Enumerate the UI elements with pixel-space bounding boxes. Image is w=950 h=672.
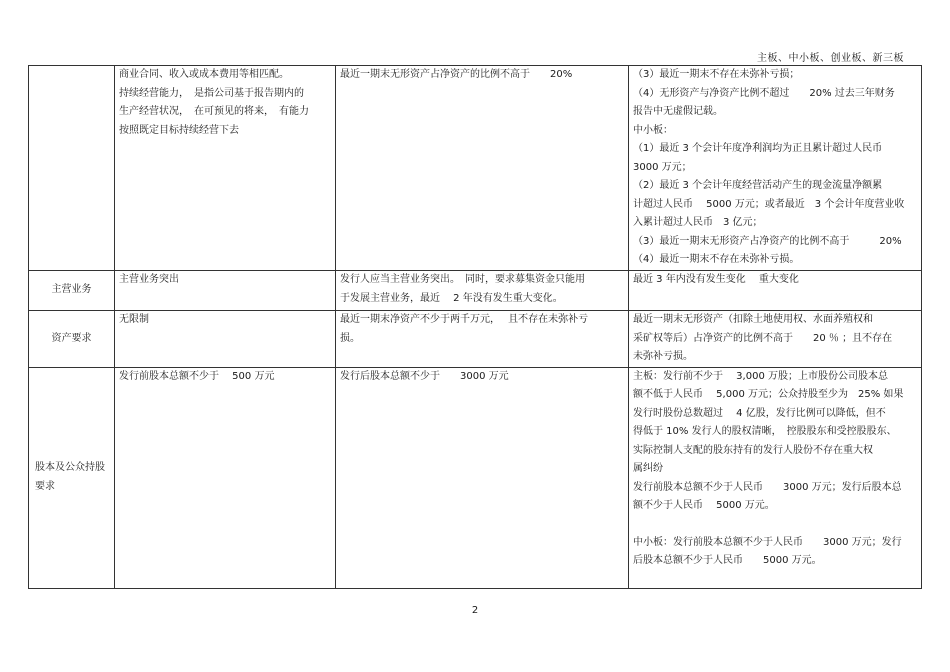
cell-text-line: 损。 — [340, 332, 360, 344]
cell-text-line: 最近一期末无形资产（扣除土地使用权、水面养殖权和 — [633, 314, 873, 325]
row-category-label: 资产要求 — [29, 311, 115, 368]
cell-text-line: 最近一期末净资产不少于两千万元， 且不存在未弥补亏 — [340, 314, 589, 325]
cell-col-3 — [629, 66, 922, 271]
cell-col-3 — [629, 271, 922, 311]
cell-text-line: 于发展主营业务，最近 2 年没有发生重大变化。 — [340, 292, 563, 304]
row-category-label: 股本及公众持股要求 — [29, 367, 115, 588]
cell-text-line: 主板：发行前不少于 3,000 万股；上市股份公司股本总 — [633, 370, 888, 382]
cell-text-line: 生产经营状况， 在可预见的将来， 有能力 — [119, 106, 309, 117]
cell-text-line: 发行前股本总额不少于人民币 3000 万元；发行后股本总 — [633, 481, 902, 493]
cell-text-line: 商业合同、收入或成本费用等相匹配。 — [119, 69, 289, 80]
cell-text-line: （4）最近一期末不存在未弥补亏损。 — [633, 254, 800, 265]
cell-text-line: 中小板：发行前股本总额不少于人民币 3000 万元；发行 — [633, 536, 902, 548]
cell-text-line: 发行时股份总数超过 4 亿股，发行比例可以降低，但不 — [633, 407, 886, 419]
cell-text-line — [633, 516, 917, 534]
cell-text-line: 得低于 10% 发行人的股权清晰， 控股股东和受控股股东、 — [633, 426, 897, 437]
cell-col-1 — [115, 311, 336, 368]
page-header: 主板、中小板、创业板、新三板 — [757, 53, 904, 64]
cell-text-line: （1）最近 3 个会计年度净利润均为正且累计超过人民币 — [633, 143, 883, 154]
table-row — [29, 66, 922, 271]
cell-text-line: （3）最近一期末无形资产占净资产的比例不高于 20% — [633, 235, 902, 247]
cell-text-line: 持续经营能力， 是指公司基于报告期内的 — [119, 87, 304, 99]
cell-col-2 — [336, 66, 629, 271]
cell-text-line: 未弥补亏损。 — [633, 351, 693, 362]
cell-text-line: 报告中无虚假记载。 — [633, 106, 723, 117]
table-row — [29, 367, 922, 588]
table-row — [29, 311, 922, 368]
cell-text-line: （3）最近一期末不存在未弥补亏损； — [633, 69, 800, 80]
cell-text-line: 无限制 — [119, 314, 149, 325]
listing-requirements-table — [28, 65, 922, 589]
cell-text-line: 额不低于人民币 5,000 万元；公众持股至少为 25% 如果 — [633, 389, 904, 400]
cell-col-1 — [115, 66, 336, 271]
cell-text-line: 中小板： — [633, 124, 673, 136]
cell-col-3 — [629, 367, 922, 588]
row-category-label: 主营业务 — [29, 271, 115, 311]
cell-text-line: 最近 3 年内没有发生变化 重大变化 — [633, 274, 799, 285]
cell-col-2 — [336, 311, 629, 368]
cell-text-line: 3000 万元； — [633, 161, 692, 173]
cell-col-3 — [629, 311, 922, 368]
row-category-label — [29, 66, 115, 271]
cell-text-line: 发行前股本总额不少于 500 万元 — [119, 370, 275, 382]
cell-text-line: （2）最近 3 个会计年度经营活动产生的现金流量净额累 — [633, 180, 883, 191]
cell-text-line: （4）无形资产与净资产比例不超过 20% 过去三年财务 — [633, 87, 895, 99]
cell-text-line: 计超过人民币 5000 万元；或者最近 3 个会计年度营业收 — [633, 198, 905, 210]
cell-col-1 — [115, 367, 336, 588]
cell-text-line: 采矿权等后）占净资产的比例不高于 20 ％ ；且不存在 — [633, 332, 893, 344]
cell-col-2 — [336, 271, 629, 311]
cell-col-1 — [115, 271, 336, 311]
cell-text-line: 实际控制人支配的股东持有的发行人股份不存在重大权 — [633, 444, 873, 456]
cell-col-2 — [336, 367, 629, 588]
cell-text-line: 后股本总额不少于人民币 5000 万元。 — [633, 555, 822, 566]
cell-text-line: 额不少于人民币 5000 万元。 — [633, 500, 775, 511]
cell-text-line: 最近一期末无形资产占净资产的比例不高于 20% — [340, 69, 573, 80]
cell-text-line: 主营业务突出 — [119, 274, 179, 285]
cell-text-line: 发行人应当主营业务突出。 同时，要求募集资金只能用 — [340, 274, 585, 285]
cell-text-line: 入累计超过人民币 3 亿元； — [633, 217, 763, 228]
page-number: 2 — [471, 605, 479, 616]
cell-text-line: 属纠纷 — [633, 463, 663, 474]
cell-text-line: 发行后股本总额不少于 3000 万元 — [340, 370, 509, 382]
table-row — [29, 271, 922, 311]
cell-text-line: 按照既定目标持续经营下去 — [119, 124, 239, 136]
